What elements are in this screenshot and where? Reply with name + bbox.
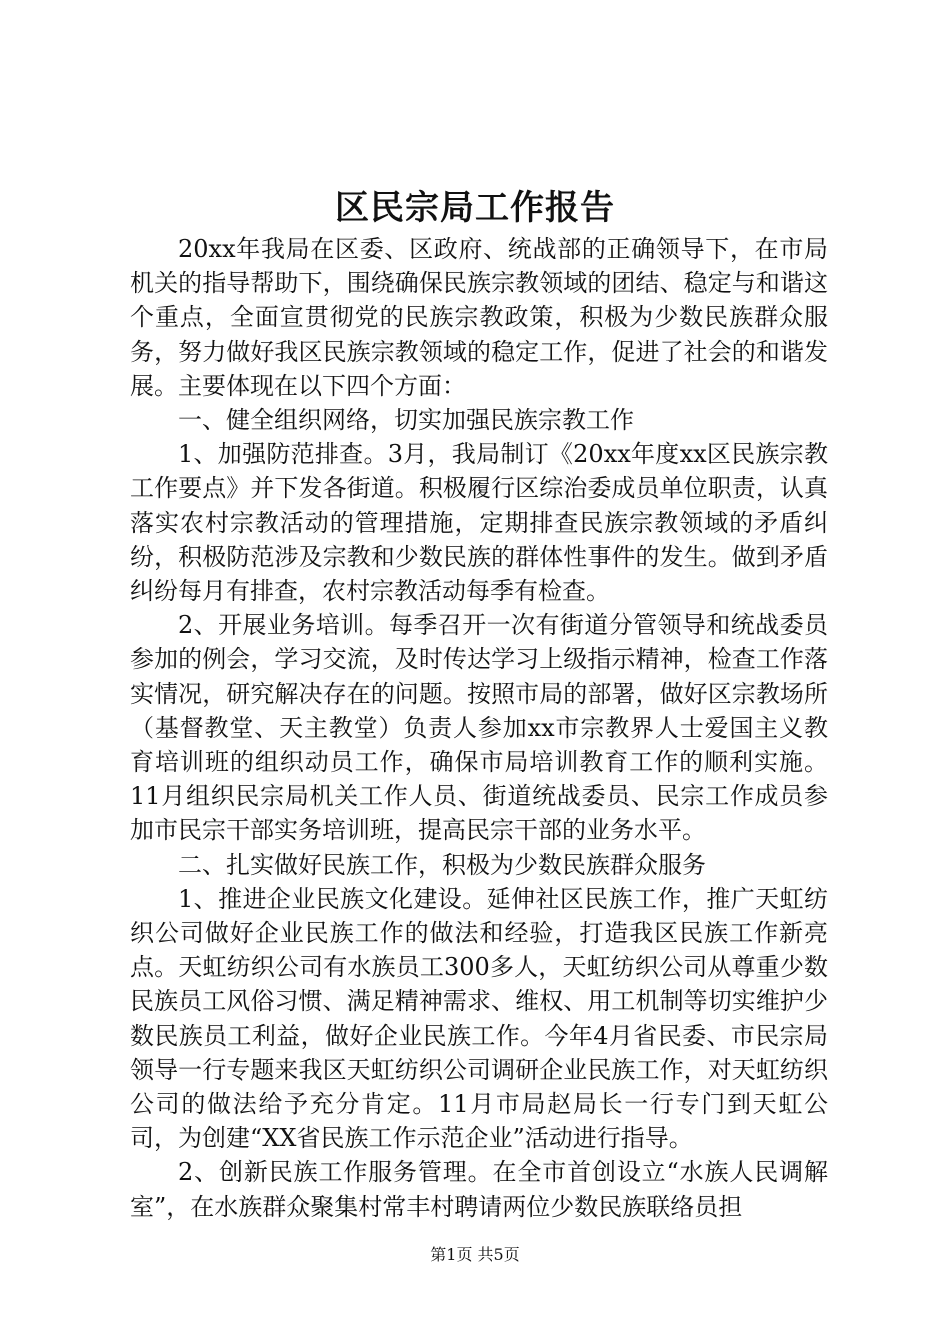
intro-paragraph: 20xx年我局在区委、区政府、统战部的正确领导下，在市局机关的指导帮助下，围绕确保民族宗教领域的团结、稳定与和谐这个重点，全面宣贯彻党的民族宗教政策，积极为少数民族群众服务，努力做好我区民族宗教领域的稳定工作，促进了社会的和谐发展。主要体现在以下四个方面： xyxy=(130,235,828,400)
document-body xyxy=(130,232,828,1224)
document-title: 区民宗局工作报告 xyxy=(335,188,615,228)
paragraph-2-1: 1、推进企业民族文化建设。延伸社区民族工作，推广天虹纺织公司做好企业民族工作的做法和经验，打造我区民族工作新亮点。天虹纺织公司有水族员工300多人，天虹纺织公司从尊重少数民族员工风俗习惯、满足精神需求、维权、用工机制等切实维护少数民族员工利益，做好企业民族工作。今年4月省民委、市民宗局领导一行专题来我区天虹纺织公司调研企业民族工作，对天虹纺织公司的做法给予充分肯定。11月市局赵局长一行专门到天虹公司，为创建“XX省民族工作示范企业”活动进行指导。 xyxy=(130,884,828,1153)
section-heading-1: 一、健全组织网络，切实加强民族宗教工作 xyxy=(178,406,634,435)
paragraph-2-2: 2、创新民族工作服务管理。在全市首创设立“水族人民调解室”，在水族群众聚集村常丰村聘请两位少数民族联络员担 xyxy=(130,1158,828,1221)
section-heading-2: 二、扎实做好民族工作，积极为少数民族群众服务 xyxy=(178,850,706,879)
page-footer: 第1页 共5页 xyxy=(430,1245,520,1264)
paragraph-1-2: 2、开展业务培训。每季召开一次有街道分管领导和统战委员参加的例会，学习交流，及时传达学习上级指示精神，检查工作落实情况，研究解决存在的问题。按照市局的部署，做好区宗教场所（基督教堂、天主教堂）负责人参加xx市宗教界人士爱国主义教育培训班的组织动员工作，确保市局培训教育工作的顺利实施。11月组织民宗局机关工作人员、街道统战委员、民宗工作成员参加市民宗干部实务培训班，提高民宗干部的业务水平。 xyxy=(130,611,828,845)
paragraph-1-1: 1、加强防范排查。3月，我局制订《20xx年度xx区民族宗教工作要点》并下发各街道。积极履行区综治委成员单位职责，认真落实农村宗教活动的管理措施，定期排查民族宗教领域的矛盾纠纷，积极防范涉及宗教和少数民族的群体性事件的发生。做到矛盾纠纷每月有排查，农村宗教活动每季有检查。 xyxy=(130,440,828,606)
